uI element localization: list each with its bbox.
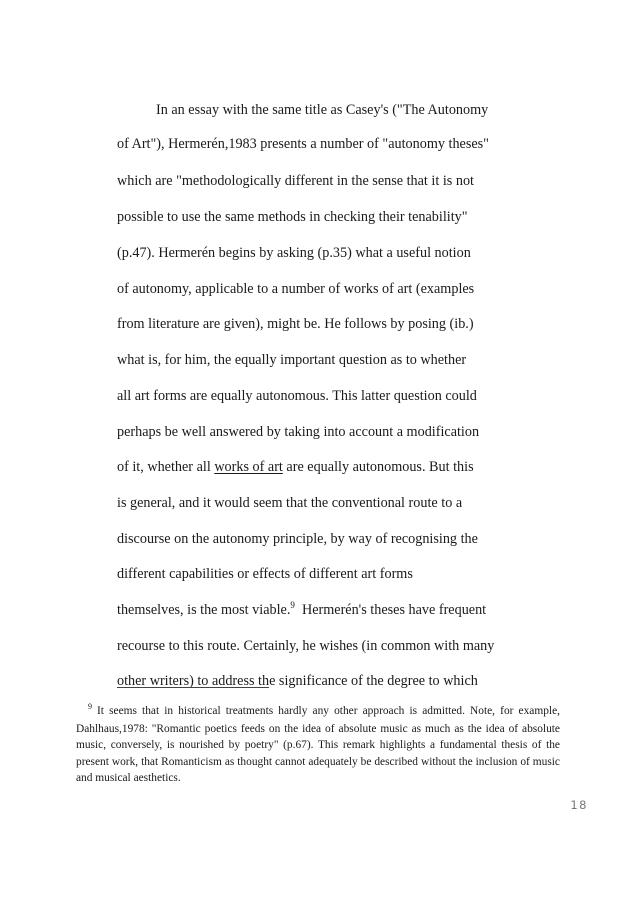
footnote-number: 9 <box>88 702 92 711</box>
page-number: 18 <box>570 798 588 812</box>
underlined-phrase: works of art <box>214 459 283 475</box>
body-line-11 <box>117 458 474 476</box>
body-line-3: which are "methodologically different in the sense that it is not <box>117 173 474 189</box>
body-line-15-end: Hermerén's theses have frequent <box>294 602 487 618</box>
body-line-15-start: themselves, is the most viable. <box>117 602 291 618</box>
body-line-13: discourse on the autonomy principle, by way of recognising the <box>117 531 478 547</box>
body-line-16: recourse to this route. Certainly, he wishes (in common with many <box>117 638 495 654</box>
body-line-11-end: are equally autonomous. But this <box>282 459 474 475</box>
body-line-8: what is, for him, the equally important question as to whether <box>117 352 467 368</box>
footnote-text: It seems that in historical treatments hardly any other approach is admitted. Note, for example, Dahlhaus,1978: "Romantic poetics feeds on the idea of absolute music as much as the idea of absolute music, conversely, is nourished by poetry" (p.67). This remark highlights a fundamental thesis of the present work, that Romanticism as thought cannot adequately be described without the inclusion of music and musical aesthetics. <box>76 705 560 784</box>
body-line-10: perhaps be well answered by taking into account a modification <box>117 424 480 440</box>
body-line-2: of Art"), Hermerén,1983 presents a number of "autonomy theses" <box>117 136 489 152</box>
body-line-1: In an essay with the same title as Casey's ("The Autonomy <box>156 102 489 118</box>
footnote-separator <box>117 687 269 688</box>
footnote <box>76 703 560 787</box>
body-line-7: from literature are given), might be. He follows by posing (ib.) <box>117 316 474 332</box>
body-line-12: is general, and it would seem that the conventional route to a <box>117 495 463 511</box>
body-line-4: possible to use the same methods in checking their tenability" <box>117 209 468 225</box>
body-line-11-start: of it, whether all <box>117 459 215 475</box>
body-line-6: of autonomy, applicable to a number of works of art (examples <box>117 281 475 297</box>
footnote-reference[interactable]: 9 <box>290 600 295 610</box>
body-line-9: all art forms are equally autonomous. This latter question could <box>117 388 477 404</box>
body-line-17: other writers) to address the significance of the degree to which <box>117 673 478 689</box>
body-line-15 <box>117 601 486 620</box>
body-line-5: (p.47). Hermerén begins by asking (p.35) what a useful notion <box>117 245 471 261</box>
body-line-14: different capabilities or effects of different art forms <box>117 566 413 582</box>
